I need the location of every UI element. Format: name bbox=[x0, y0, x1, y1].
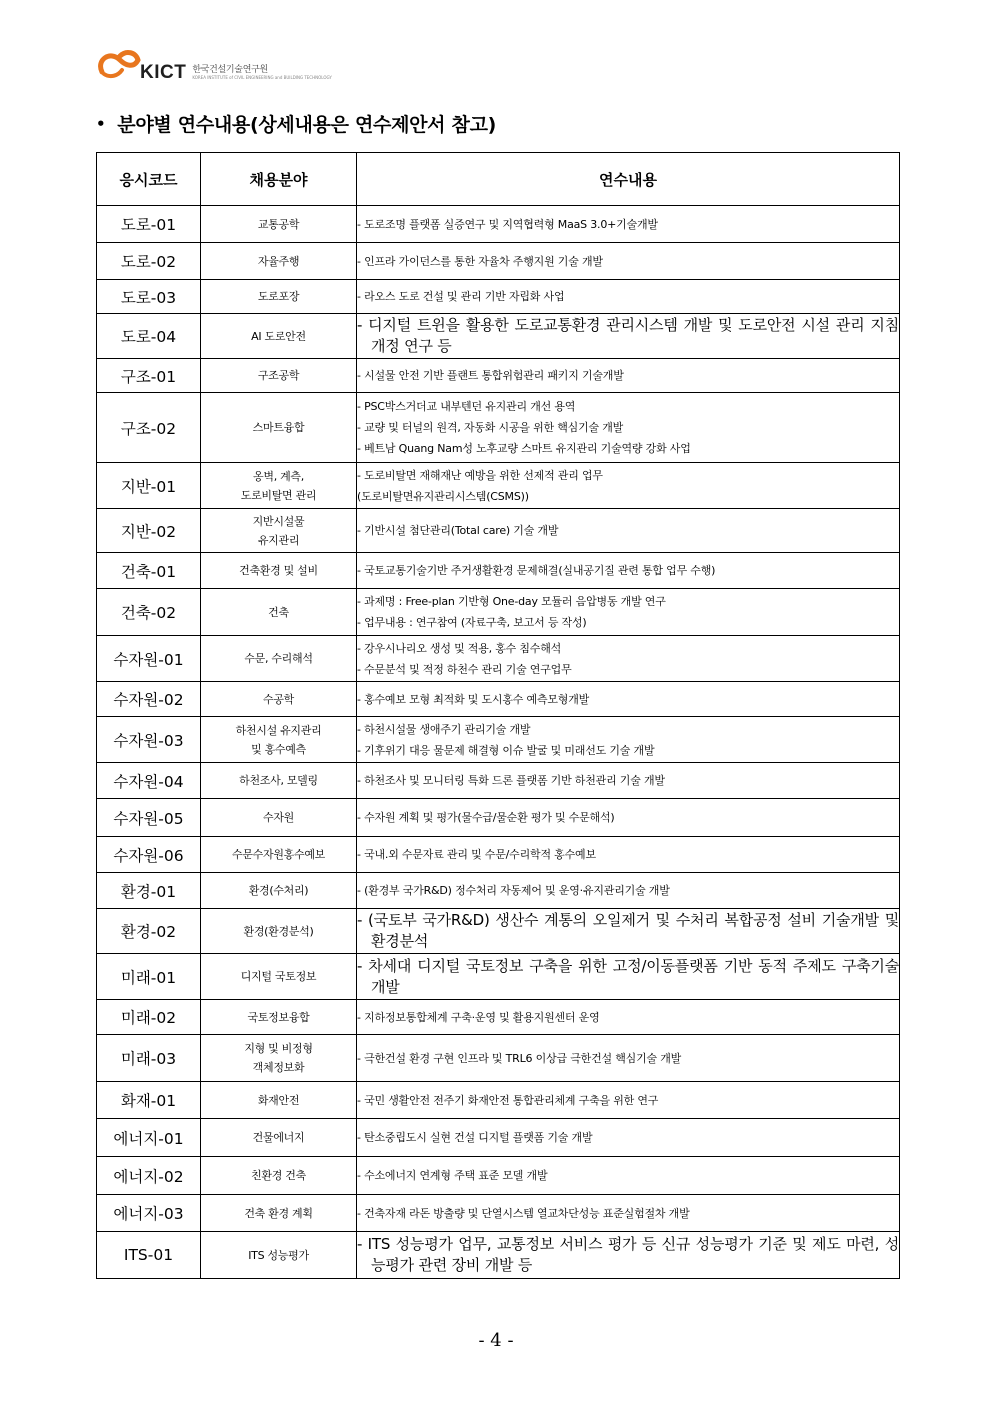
cell-content bbox=[357, 393, 900, 463]
table-row bbox=[97, 1082, 900, 1119]
content-line: - 수문분석 및 적정 하천수 관리 기술 연구업무 bbox=[357, 662, 572, 676]
cell-field bbox=[201, 393, 357, 463]
cell-content bbox=[357, 509, 900, 553]
content-line: - 기후위기 대응 물문제 해결형 이슈 발굴 및 미래선도 기술 개발 bbox=[357, 743, 655, 757]
field-line: 건축환경 및 설비 bbox=[239, 564, 318, 577]
cell-field bbox=[201, 1082, 357, 1119]
field-line: 수문수자원홍수예보 bbox=[232, 848, 325, 861]
table-row bbox=[97, 589, 900, 636]
field-line: 및 홍수예측 bbox=[251, 742, 306, 756]
field-line: 유지관리 bbox=[257, 533, 300, 547]
cell-content bbox=[357, 1000, 900, 1035]
content-line: - 국내.외 수문자료 관리 및 수문/수리학적 홍수예보 bbox=[357, 848, 596, 861]
field-line: 하천조사, 모델링 bbox=[239, 774, 318, 787]
cell-code: 구조-02 bbox=[97, 393, 201, 463]
cell-code: 수자원-01 bbox=[97, 636, 201, 682]
field-line: 수공학 bbox=[263, 692, 294, 706]
header-field: 채용분야 bbox=[201, 153, 357, 206]
cell-field bbox=[201, 1119, 357, 1157]
field-line: 구조공학 bbox=[257, 369, 300, 382]
field-line: 객체정보화 bbox=[252, 1061, 305, 1074]
content-line: - 탄소중립도시 실현 건설 디지털 플랫폼 기술 개발 bbox=[357, 1131, 593, 1144]
header-code: 응시코드 bbox=[97, 153, 201, 206]
cell-field bbox=[201, 1195, 357, 1232]
table-row bbox=[97, 1195, 900, 1232]
content-line: - 도로조명 플랫폼 실증연구 및 지역협력형 MaaS 3.0+기술개발 bbox=[357, 217, 658, 231]
cell-field bbox=[201, 837, 357, 873]
table-row bbox=[97, 1119, 900, 1157]
field-line: 건축 bbox=[268, 605, 289, 619]
cell-content bbox=[357, 1035, 900, 1082]
content-line: - 라오스 도로 건설 및 관리 기반 자립화 사업 bbox=[357, 290, 565, 303]
content-line: - 디지털 트윈을 활용한 도로교통환경 관리시스템 개발 및 도로안전 시설 관리 지침 개정 연구 등 bbox=[357, 316, 899, 355]
section-title: 분야별 연수내용(상세내용은 연수제안서 참고) bbox=[117, 114, 497, 136]
cell-code: 에너지-03 bbox=[97, 1195, 201, 1232]
content-line: - 시설물 안전 기반 플랜트 통합위험관리 패키지 기술개발 bbox=[357, 369, 624, 382]
table-row bbox=[97, 954, 900, 1000]
cell-code: 구조-01 bbox=[97, 359, 201, 393]
logo-org-name: 한국건설기술연구원 bbox=[192, 65, 268, 75]
table-row bbox=[97, 636, 900, 682]
cell-code: 도로-02 bbox=[97, 243, 201, 280]
cell-code: 도로-03 bbox=[97, 280, 201, 314]
cell-content bbox=[357, 954, 900, 1000]
content-line: - 홍수예보 모형 최적화 및 도시홍수 예측모형개발 bbox=[357, 692, 590, 706]
cell-code: 미래-03 bbox=[97, 1035, 201, 1082]
cell-content bbox=[357, 1232, 900, 1279]
cell-field bbox=[201, 553, 357, 589]
cell-code: 건축-02 bbox=[97, 589, 201, 636]
cell-code: 도로-04 bbox=[97, 314, 201, 359]
cell-field bbox=[201, 359, 357, 393]
cell-field bbox=[201, 799, 357, 837]
cell-content bbox=[357, 909, 900, 954]
table-header-row bbox=[97, 153, 900, 206]
cell-content bbox=[357, 763, 900, 799]
field-line: 화재안전 bbox=[257, 1093, 300, 1107]
cell-content bbox=[357, 1119, 900, 1157]
cell-content bbox=[357, 837, 900, 873]
content-line: - 국민 생활안전 전주기 화재안전 통합관리체계 구축을 위한 연구 bbox=[357, 1093, 659, 1107]
cell-code: 환경-02 bbox=[97, 909, 201, 954]
content-line: - 수소에너지 연계형 주택 표준 모델 개발 bbox=[357, 1169, 548, 1182]
table-row bbox=[97, 280, 900, 314]
cell-content bbox=[357, 682, 900, 717]
cell-code: 미래-01 bbox=[97, 954, 201, 1000]
content-line: - (환경부 국가R&D) 정수처리 자동제어 및 운영·유지관리기술 개발 bbox=[357, 884, 670, 897]
cell-field bbox=[201, 589, 357, 636]
field-line: 건물에너지 bbox=[252, 1131, 305, 1144]
field-line: 지반시설물 bbox=[252, 514, 305, 528]
cell-code: 건축-01 bbox=[97, 553, 201, 589]
content-line: - 차세대 디지털 국토정보 구축을 위한 고정/이동플랫폼 기반 동적 주제도 구축기술 개발 bbox=[357, 956, 899, 996]
field-line: 디지털 국토정보 bbox=[240, 970, 317, 983]
cell-field bbox=[201, 509, 357, 553]
bullet-icon: • bbox=[96, 114, 106, 133]
header-content: 연수내용 bbox=[357, 153, 900, 206]
table-row bbox=[97, 837, 900, 873]
table-row bbox=[97, 717, 900, 763]
cell-content bbox=[357, 243, 900, 280]
cell-code: 수자원-03 bbox=[97, 717, 201, 763]
field-line: 지형 및 비정형 bbox=[244, 1042, 313, 1055]
cell-content bbox=[357, 1195, 900, 1232]
cell-field bbox=[201, 280, 357, 314]
kict-swirl-icon bbox=[96, 48, 142, 82]
table-row bbox=[97, 463, 900, 509]
table-row bbox=[97, 553, 900, 589]
cell-content bbox=[357, 314, 900, 359]
table-row bbox=[97, 873, 900, 909]
field-line: 교통공학 bbox=[257, 217, 300, 231]
cell-code: 미래-02 bbox=[97, 1000, 201, 1035]
content-line: - ITS 성능평가 업무, 교통정보 서비스 평가 등 신규 성능평가 기준 및 제도 마련, 성능평가 관련 장비 개발 등 bbox=[357, 1235, 899, 1274]
cell-content bbox=[357, 799, 900, 837]
field-line: 도로포장 bbox=[257, 290, 300, 303]
content-line: - 지하정보통합체계 구축·운영 및 활용지원센터 운영 bbox=[357, 1010, 600, 1024]
table-row bbox=[97, 682, 900, 717]
content-line: - 극한건설 환경 구현 인프라 및 TRL6 이상급 극한건설 핵심기술 개발 bbox=[357, 1051, 682, 1065]
field-line: 옹벽, 계측, bbox=[253, 469, 304, 483]
cell-field bbox=[201, 1157, 357, 1195]
table-row bbox=[97, 799, 900, 837]
cell-field bbox=[201, 763, 357, 799]
cell-field bbox=[201, 954, 357, 1000]
table-row bbox=[97, 763, 900, 799]
cell-code: 수자원-05 bbox=[97, 799, 201, 837]
content-line: - PSC박스거더교 내부텐던 유지관리 개선 용역 bbox=[357, 400, 576, 413]
content-line: - 기반시설 첨단관리(Total care) 기술 개발 bbox=[357, 524, 559, 537]
field-line: ITS 성능평가 bbox=[248, 1248, 309, 1262]
cell-content bbox=[357, 873, 900, 909]
field-line: 환경(환경분석) bbox=[243, 924, 314, 938]
cell-content bbox=[357, 1082, 900, 1119]
cell-code: 도로-01 bbox=[97, 206, 201, 243]
cell-code: 수자원-02 bbox=[97, 682, 201, 717]
cell-field bbox=[201, 1035, 357, 1082]
cell-code: ITS-01 bbox=[97, 1232, 201, 1279]
cell-field bbox=[201, 682, 357, 717]
content-line: - 베트남 Quang Nam성 노후교량 스마트 유지관리 기술역량 강화 사업 bbox=[357, 442, 691, 455]
cell-field bbox=[201, 1232, 357, 1279]
cell-content bbox=[357, 717, 900, 763]
field-line: 국토정보융합 bbox=[247, 1010, 310, 1024]
cell-field bbox=[201, 1000, 357, 1035]
table-row bbox=[97, 206, 900, 243]
content-line: - 과제명 : Free-plan 기반형 One-day 모듈러 음압병동 개발 연구 bbox=[357, 595, 666, 608]
field-line: AI 도로안전 bbox=[251, 329, 306, 343]
section-heading bbox=[96, 110, 496, 137]
content-line: - 강우시나리오 생성 및 적용, 홍수 침수해석 bbox=[357, 641, 562, 655]
content-line: - (국토부 국가R&D) 생산수 계통의 오일제거 및 수처리 복합공정 설비 기술개발 및 환경분석 bbox=[357, 911, 899, 950]
field-line: 환경(수처리) bbox=[248, 884, 309, 897]
cell-content bbox=[357, 463, 900, 509]
cell-content bbox=[357, 359, 900, 393]
content-line: - 도로비탈면 재해재난 예방을 위한 선제적 관리 업무 bbox=[357, 468, 603, 482]
cell-content bbox=[357, 206, 900, 243]
table-row bbox=[97, 509, 900, 553]
table-row bbox=[97, 359, 900, 393]
table-row bbox=[97, 1035, 900, 1082]
cell-field bbox=[201, 717, 357, 763]
cell-code: 에너지-01 bbox=[97, 1119, 201, 1157]
table-row bbox=[97, 314, 900, 359]
cell-code: 에너지-02 bbox=[97, 1157, 201, 1195]
cell-content bbox=[357, 280, 900, 314]
field-line: 스마트융합 bbox=[252, 421, 305, 434]
content-line: - 하천시설물 생애주기 관리기술 개발 bbox=[357, 722, 531, 736]
cell-field bbox=[201, 314, 357, 359]
cell-field bbox=[201, 636, 357, 682]
cell-content bbox=[357, 589, 900, 636]
content-line: (도로비탈면유지관리시스템(CSMS)) bbox=[357, 489, 529, 503]
content-line: - 국토교통기술기반 주거생활환경 문제해결(실내공기질 관련 통합 업무 수행) bbox=[357, 564, 716, 577]
cell-content bbox=[357, 636, 900, 682]
cell-field bbox=[201, 873, 357, 909]
logo-kict-text: KICT bbox=[140, 62, 187, 83]
kict-logo bbox=[96, 46, 332, 82]
cell-code: 화재-01 bbox=[97, 1082, 201, 1119]
cell-field bbox=[201, 206, 357, 243]
cell-field bbox=[201, 463, 357, 509]
table-row bbox=[97, 1157, 900, 1195]
field-line: 하천시설 유지관리 bbox=[235, 723, 322, 737]
cell-code: 지반-02 bbox=[97, 509, 201, 553]
content-line: - 하천조사 및 모니터링 특화 드론 플랫폼 기반 하천관리 기술 개발 bbox=[357, 774, 665, 787]
field-line: 수자원 bbox=[263, 811, 294, 824]
table-row bbox=[97, 909, 900, 954]
content-line: - 건축자재 라돈 방출량 및 단열시스템 열교차단성능 표준실험절차 개발 bbox=[357, 1206, 690, 1220]
cell-code: 수자원-04 bbox=[97, 763, 201, 799]
table-row bbox=[97, 1232, 900, 1279]
page-number: - 4 - bbox=[478, 1330, 514, 1351]
field-line: 자율주행 bbox=[257, 254, 300, 268]
training-content-table bbox=[96, 152, 900, 1279]
field-line: 도로비탈면 관리 bbox=[240, 488, 317, 502]
field-line: 친환경 건축 bbox=[251, 1169, 306, 1182]
field-line: 수문, 수리해석 bbox=[244, 652, 313, 665]
cell-content bbox=[357, 1157, 900, 1195]
content-line: - 교량 및 터널의 원격, 자동화 시공을 위한 핵심기술 개발 bbox=[357, 421, 624, 434]
table-row bbox=[97, 243, 900, 280]
content-line: - 업무내용 : 연구참여 (자료구축, 보고서 등 작성) bbox=[357, 616, 587, 629]
table-row bbox=[97, 393, 900, 463]
field-line: 건축 환경 계획 bbox=[244, 1206, 313, 1220]
cell-field bbox=[201, 909, 357, 954]
logo-org-name-en: KOREA INSTITUTE of CIVIL ENGINEERING and BUILDING TECHNOLOGY bbox=[192, 75, 332, 80]
cell-code: 지반-01 bbox=[97, 463, 201, 509]
cell-code: 환경-01 bbox=[97, 873, 201, 909]
content-line: - 수자원 계획 및 평가(물수급/물순환 평가 및 수문해석) bbox=[357, 811, 615, 824]
cell-content bbox=[357, 553, 900, 589]
table-row bbox=[97, 1000, 900, 1035]
content-line: - 인프라 가이던스를 통한 자율차 주행지원 기술 개발 bbox=[357, 254, 603, 268]
cell-field bbox=[201, 243, 357, 280]
cell-code: 수자원-06 bbox=[97, 837, 201, 873]
